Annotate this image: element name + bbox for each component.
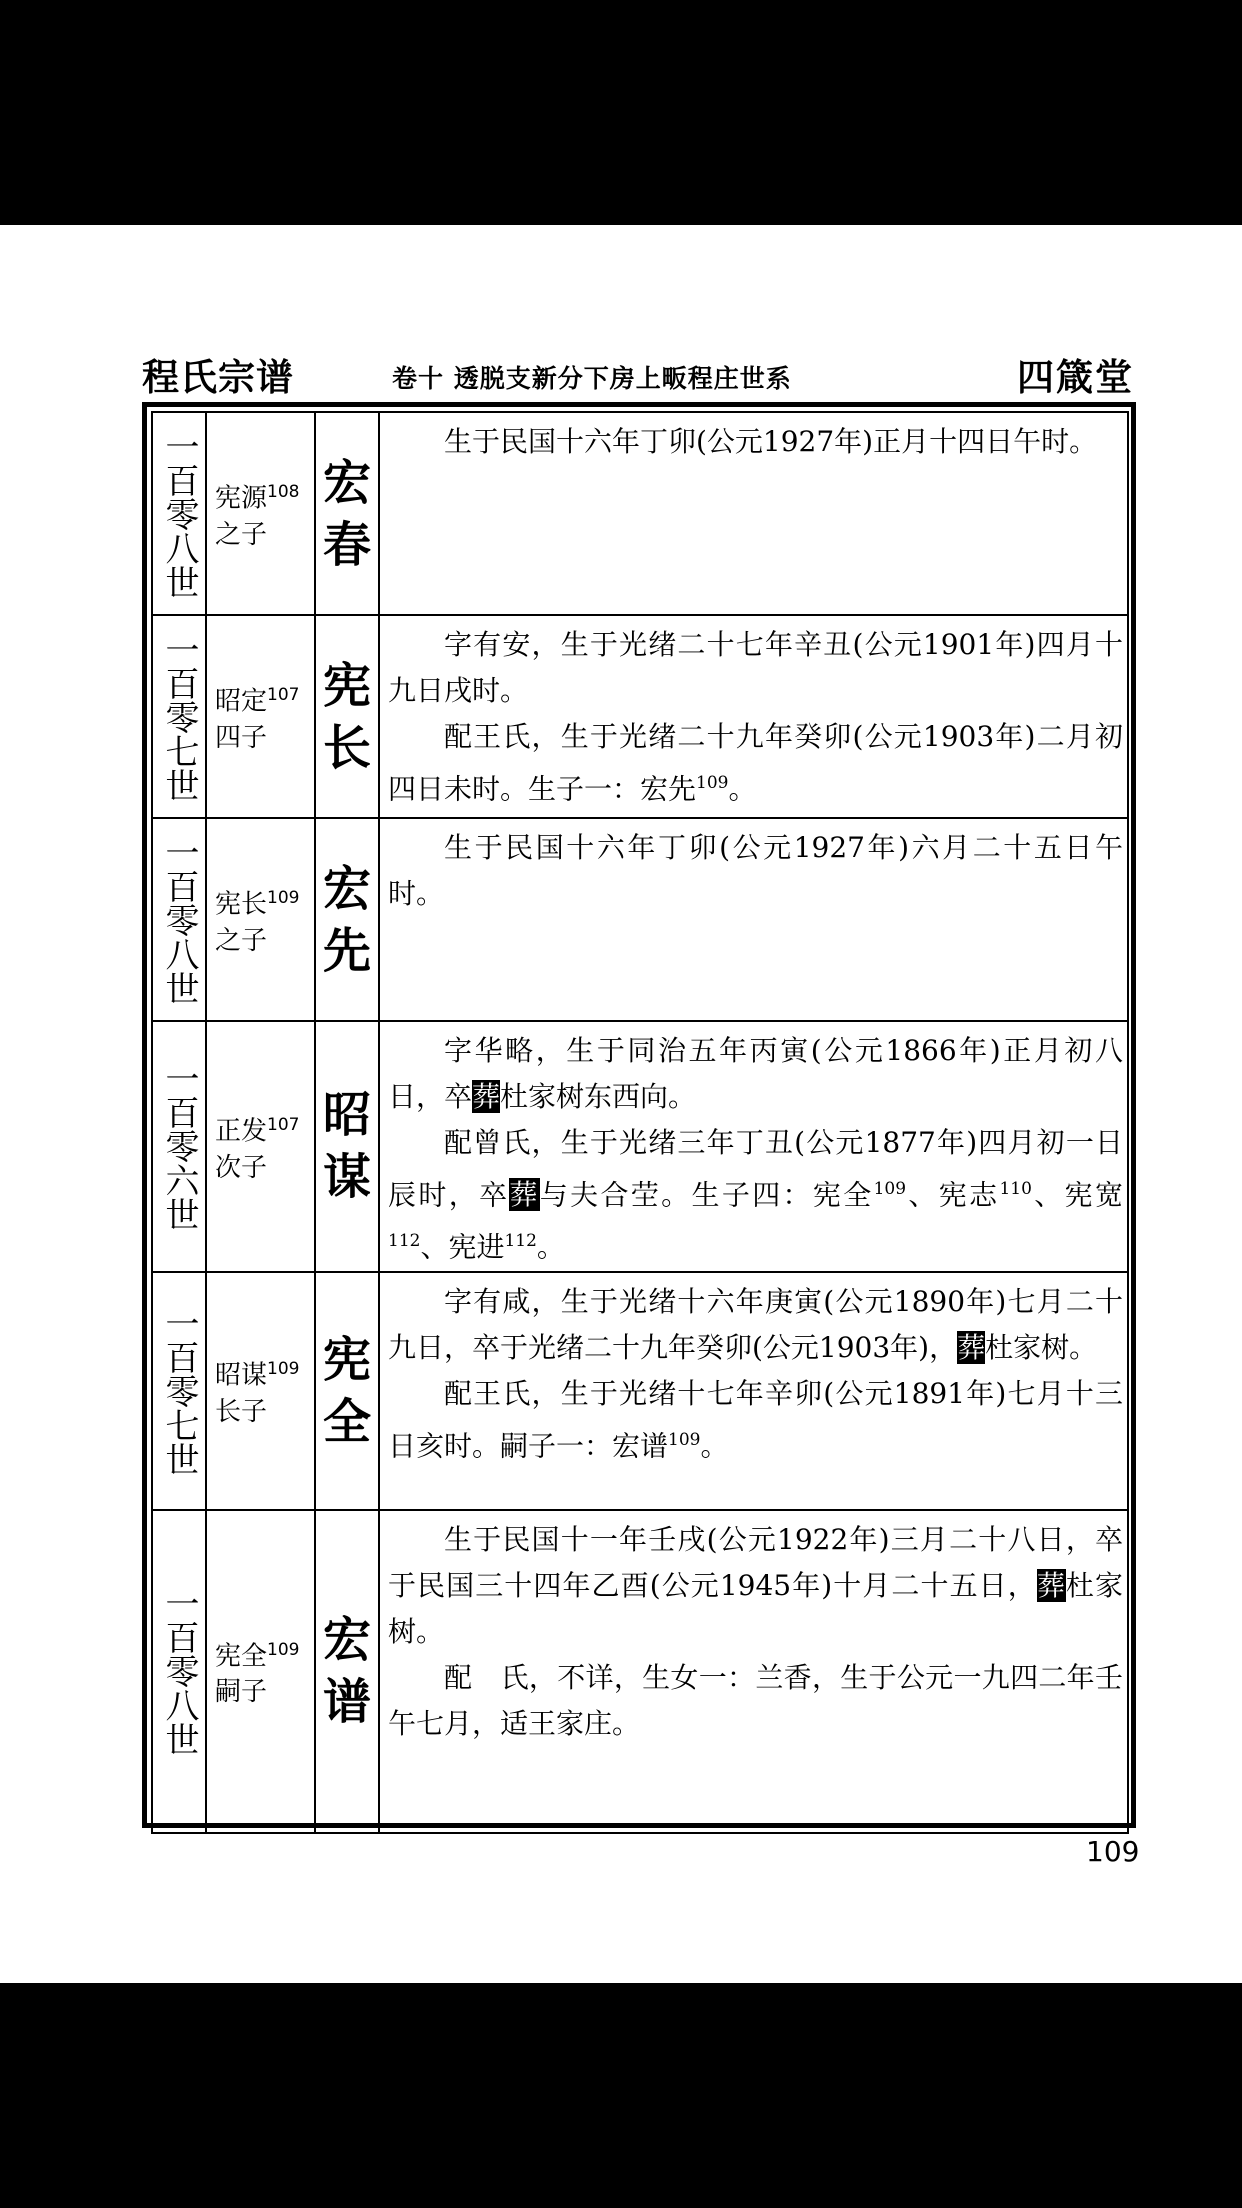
biography-cell [379,412,1128,615]
biography-text: 、宪志 [906,1178,1000,1212]
relation-label: 四子 [215,722,268,753]
biography-paragraph [388,1279,1123,1371]
generation-label: 一百零六世 [159,1061,199,1232]
relation-cell [206,1272,315,1510]
biography-paragraph [388,1517,1123,1655]
genealogy-row [152,818,1128,1021]
parent-name: 宪全 [215,1641,268,1672]
page-ref: 109 [696,773,729,793]
genealogy-row [152,412,1128,615]
page-ref: 109 [873,1179,907,1199]
page-number: 109 [1086,1835,1140,1868]
generation-cell [152,818,206,1021]
relation-cell [206,1510,315,1833]
parent-name: 昭谋 [215,1360,268,1391]
biography-text: 配曾氏，生于光绪三年丁丑(公元1877年)四月初一日辰时，卒 [388,1126,1123,1212]
running-header [142,347,1134,407]
page-ref: 109 [668,1429,701,1450]
genealogy-row [152,1272,1128,1510]
biography-text: 配王氏，生于光绪二十九年癸卯(公元1903年)二月初四日未时。生子一：宏先 [388,720,1123,806]
person-name-char: 全 [322,1393,371,1450]
highlighted-char: 葬 [509,1178,540,1212]
biography-text: 。 [700,1428,729,1462]
genealogy-row [152,1021,1128,1272]
biography-text: 杜家树。 [985,1330,1098,1364]
person-name-char: 宏 [322,860,371,917]
relation-cell [206,615,315,818]
parent-page-ref: 109 [267,1359,300,1380]
biography-text: 生于民国十六年丁卯(公元1927年)正月十四日午时。 [444,425,1098,458]
parent-name: 宪长 [215,889,268,920]
page-ref: 112 [388,1231,421,1252]
biography-text: 与夫合茔。生子四：宪全 [539,1178,874,1212]
parent-name: 宪源 [215,483,268,514]
parent-name: 昭定 [215,686,268,717]
page-ref: 112 [504,1231,537,1252]
biography-text: 、宪进 [420,1230,505,1264]
genealogy-table [151,411,1129,1834]
relation-cell [206,1021,315,1272]
biography-cell [379,1510,1128,1833]
hall-name: 四箴堂 [1017,355,1134,399]
person-name-char: 谋 [322,1149,371,1206]
biography-text: 。 [728,772,757,806]
generation-label: 一百零七世 [159,631,199,802]
biography-paragraph [388,1028,1123,1120]
person-name-char: 宪 [322,657,371,714]
biography-paragraph [388,622,1123,714]
biography-text: 。 [536,1230,565,1264]
relation-cell [206,412,315,615]
biography-text: 字有安，生于光绪二十七年辛丑(公元1901年)四月十九日戌时。 [388,628,1123,707]
biography-text: 杜家树东西向。 [500,1080,697,1113]
biography-cell [379,1272,1128,1510]
relation-cell [206,818,315,1021]
biography-text: 生于民国十六年丁卯(公元1927年)六月二十五日午时。 [388,831,1123,910]
person-name-char: 春 [322,516,371,573]
person-name-char: 谱 [322,1674,371,1731]
biography-paragraph [388,825,1123,917]
person-name-cell [315,1021,379,1272]
biography-text: 字华略，生于同治五年丙寅(公元1866年)正月初八日，卒 [388,1034,1123,1113]
parent-page-ref: 109 [267,1639,300,1660]
parent-name: 正发 [215,1116,268,1147]
highlighted-char: 葬 [957,1330,986,1364]
biography-paragraph [388,1655,1123,1747]
document-page [0,225,1242,1983]
biography-paragraph [388,1371,1123,1469]
relation-label: 之子 [215,925,268,956]
relation-label: 之子 [215,519,268,550]
biography-cell [379,615,1128,818]
book-title: 程氏宗谱 [142,355,294,399]
person-name-char: 先 [322,922,371,979]
person-name-char: 宪 [322,1331,371,1388]
person-name-cell [315,1510,379,1833]
biography-paragraph [388,714,1123,812]
biography-text: 配王氏，生于光绪十七年辛卯(公元1891年)七月十三日亥时。嗣子一：宏谱 [388,1376,1123,1462]
biography-cell [379,1021,1128,1272]
highlighted-char: 葬 [472,1080,501,1113]
person-name-char: 宏 [322,454,371,511]
generation-cell [152,1021,206,1272]
generation-label: 一百零八世 [159,834,199,1005]
parent-page-ref: 108 [267,482,300,503]
person-name-cell [315,818,379,1021]
biography-text: 生于民国十一年壬戌(公元1922年)三月二十八日，卒于民国三十四年乙酉(公元1945年)十月二十五日， [388,1522,1123,1602]
biography-text: 配 氏，不详，生女一：兰香，生于公元一九四二年壬午七月，适王家庄。 [388,1660,1123,1740]
generation-label: 一百零八世 [159,428,199,599]
person-name-cell [315,412,379,615]
relation-label: 次子 [215,1152,268,1183]
genealogy-table-frame [142,402,1136,1828]
generation-label: 一百零七世 [159,1305,199,1476]
parent-page-ref: 107 [267,1115,300,1135]
relation-label: 嗣子 [215,1677,268,1708]
person-name-char: 长 [322,719,371,776]
parent-page-ref: 107 [267,685,300,706]
biography-text: 字有咸，生于光绪十六年庚寅(公元1890年)七月二十九日，卒于光绪二十九年癸卯(公元1903年)， [388,1284,1123,1364]
biography-paragraph [388,1120,1123,1271]
biography-cell [379,818,1128,1021]
person-name-cell [315,1272,379,1510]
genealogy-row [152,615,1128,818]
highlighted-char: 葬 [1036,1568,1066,1602]
generation-cell [152,412,206,615]
biography-paragraph [388,419,1123,465]
parent-page-ref: 109 [267,888,300,909]
genealogy-row [152,1510,1128,1833]
biography-text: 杜家树。 [388,1568,1123,1648]
chapter-title: 卷十 透脱支新分下房上畈程庄世系 [392,364,792,393]
generation-cell [152,615,206,818]
biography-text: 、宪宽 [1031,1178,1123,1212]
generation-label: 一百零八世 [159,1586,199,1757]
generation-cell [152,1510,206,1833]
generation-cell [152,1272,206,1510]
person-name-char: 宏 [322,1612,371,1669]
person-name-char: 昭 [322,1087,371,1144]
relation-label: 长子 [215,1396,268,1427]
page-ref: 110 [999,1179,1032,1199]
person-name-cell [315,615,379,818]
